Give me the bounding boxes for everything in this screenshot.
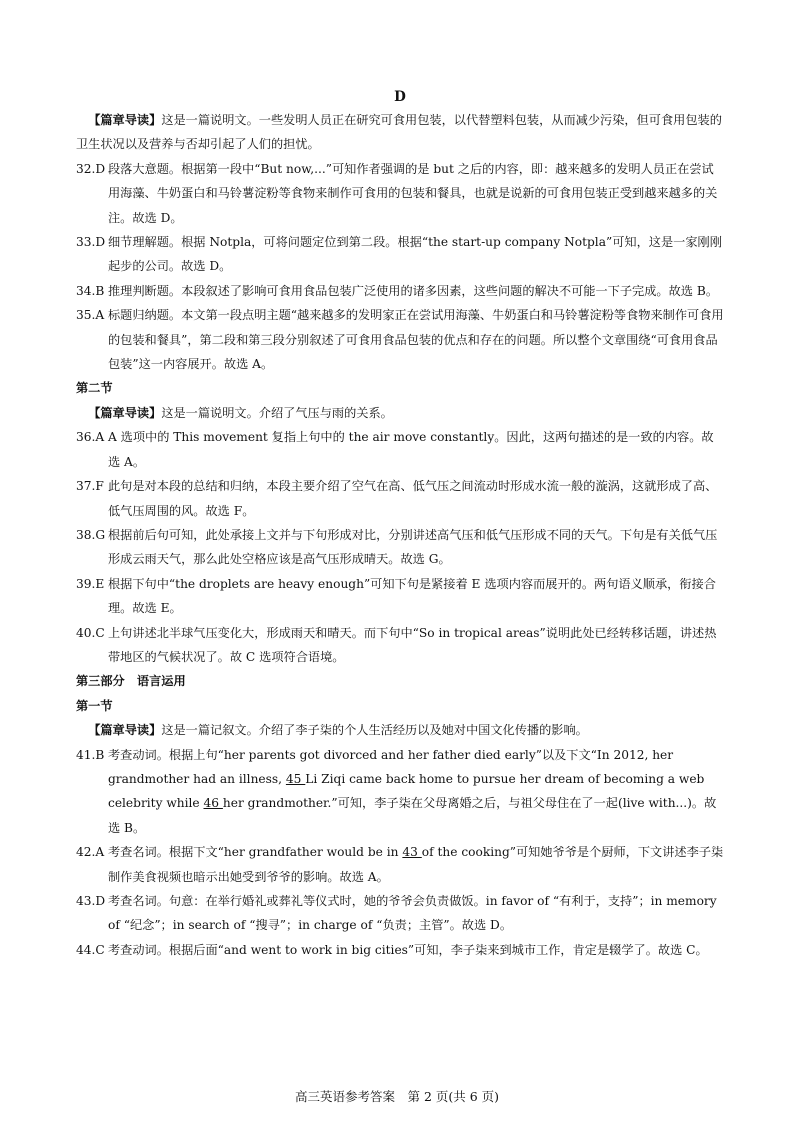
guide-part-3 — [76, 718, 724, 742]
guide-text: 这是一篇说明文。一些发明人员正在研究可食用包装，以代替塑料包装，从而减少污染，但可食用包装的卫生状况以及营养与否却引起了人们的担忧。 — [76, 113, 722, 152]
answer-explanation: 根据下句中“the droplets are heavy enough”可知下句是紧接着 E 选项内容而展开的。两句语义顺承，衔接合理。故选 E。 — [108, 576, 716, 616]
answer-number: 32.D — [76, 161, 106, 176]
answer-item-37 — [76, 474, 724, 523]
answer-explanation: 段落大意题。根据第一段中“But now,...”可知作者强调的是 but 之后的内容，即：越来越多的发明人员正在尝试用海藻、牛奶蛋白和马铃薯淀粉等食物来制作可食用的包装和餐具，也就是说新的可食用包装正受到越来越多的关注。故选 D。 — [108, 161, 718, 225]
answer-item-36 — [76, 425, 724, 474]
answer-number: 36.A — [76, 430, 105, 445]
answer-item-42 — [76, 840, 724, 889]
answer-item-44 — [76, 938, 724, 962]
answer-explanation: 标题归纳题。本文第一段点明主题“越来越多的发明家正在尝试用海藻、牛奶蛋白和马铃薯淀粉等食物来制作可食用的包装和餐具”，第二段和第三段分别叙述了可食用食品包装的优点和存在的问题。所以整个文章围绕“可食用食品包装”这一内容展开。故选 A。 — [108, 308, 724, 372]
answers-section-2 — [76, 425, 724, 669]
section-1-heading: 第一节 — [76, 698, 113, 713]
answer-item-38 — [76, 523, 724, 572]
answer-number: 44.C — [76, 942, 105, 957]
answer-number: 34.B — [76, 283, 105, 298]
answer-number: 41.B — [76, 747, 105, 762]
answer-item-34 — [76, 279, 724, 303]
answer-number: 38.G — [76, 527, 106, 542]
answer-explanation: 此句是对本段的总结和归纳，本段主要介绍了空气在高、低气压之间流动时形成水流一般的漩涡，这就形成了高、低气压周围的风。故选 F。 — [108, 479, 718, 518]
answer-number: 42.A — [76, 845, 105, 860]
page-content — [76, 86, 724, 962]
answer-explanation — [108, 743, 724, 841]
explanation-text: 考查名词。根据下文“her grandfather would be in — [108, 845, 403, 860]
blank-46: 46 — [203, 796, 223, 811]
part-3-heading: 第三部分 语言运用 — [76, 674, 186, 689]
answer-explanation: 上句讲述北半球气压变化大，形成雨天和晴天。而下句中“So in tropical areas”说明此处已经转移话题，讲述热带地区的气候状况了。故 C 选项符合语境。 — [108, 625, 717, 664]
answers-passage-d — [76, 157, 724, 377]
answer-explanation: 考查动词。根据后面“and went to work in big cities”可知，李子柒来到城市工作，肯定是辍学了。故选 C。 — [108, 942, 708, 957]
answer-explanation: A 选项中的 This movement 复指上句中的 the air move constantly。因此，这两句描述的是一致的内容。故选 A。 — [108, 430, 714, 469]
guide-tag: 【篇章导读】 — [88, 113, 162, 127]
answer-explanation: 考查名词。句意：在举行婚礼或葬礼等仪式时，她的爷爷会负责做饭。in favor of “有利于，支持”；in memory of “纪念”；in search of “搜寻”；in charge of “负责；主管”。故选 D。 — [108, 894, 717, 933]
answer-number: 40.C — [76, 625, 105, 640]
answer-number: 43.D — [76, 894, 106, 908]
guide-passage-d — [76, 108, 724, 157]
answer-item-33 — [76, 230, 724, 279]
guide-tag: 【篇章导读】 — [88, 405, 162, 420]
answer-number: 33.D — [76, 235, 106, 250]
explanation-text: her grandmother.”可知，李子柒在父母离婚之后，与祖父母住在了一起(live with...)。故选 B。 — [108, 796, 717, 835]
explanation-text: 考查动词。根据上句“her parents got divorced and her father died early”以及下文“In 2012, her grandmother had an illness, — [108, 747, 674, 786]
explanation-text: of the cooking”可知她爷爷是个厨师，下文讲述李子柒制作美食视频也暗示出她受到爷爷的影响。故选 A。 — [108, 845, 724, 884]
blank-45: 45 — [285, 771, 306, 786]
answer-explanation — [108, 840, 724, 889]
answer-explanation: 细节理解题。根据 Notpla，可将问题定位到第二段。根据“the start-up company Notpla”可知，这是一家刚刚起步的公司。故选 D。 — [108, 235, 722, 274]
guide-text: 这是一篇记叙文。介绍了李子柒的个人生活经历以及她对中国文化传播的影响。 — [161, 723, 588, 738]
answer-item-41 — [76, 743, 724, 841]
answer-explanation: 根据前后句可知，此处承接上文并与下句形成对比，分别讲述高气压和低气压形成不同的天气。下句是有关低气压形成云雨天气，那么此处空格应该是高气压形成晴天。故选 G。 — [108, 527, 718, 567]
answer-item-35 — [76, 303, 724, 376]
passage-title: D — [394, 89, 406, 105]
answer-explanation: 推理判断题。本段叙述了影响可食用食品包装广泛使用的诸多因素，这些问题的解决不可能一下子完成。故选 B。 — [108, 283, 719, 298]
guide-section-2 — [76, 401, 724, 425]
explanation-text: Li Ziqi came back home to pursue her dream of becoming a web celebrity while — [108, 771, 705, 811]
guide-text: 这是一篇说明文。介绍了气压与雨的关系。 — [161, 405, 393, 420]
answer-item-32 — [76, 157, 724, 230]
answer-number: 37.F — [76, 479, 104, 494]
answer-item-40 — [76, 621, 724, 670]
answers-part-3 — [76, 743, 724, 963]
page-footer: 高三英语参考答案 第 2 页(共 6 页) — [294, 1089, 500, 1104]
guide-tag: 【篇章导读】 — [88, 723, 162, 738]
answer-item-39 — [76, 572, 724, 621]
answer-number: 35.A — [76, 308, 105, 323]
blank-43: 43 — [402, 845, 422, 860]
section-2-heading: 第二节 — [76, 381, 113, 396]
answer-number: 39.E — [76, 576, 105, 591]
answer-item-43 — [76, 889, 724, 938]
